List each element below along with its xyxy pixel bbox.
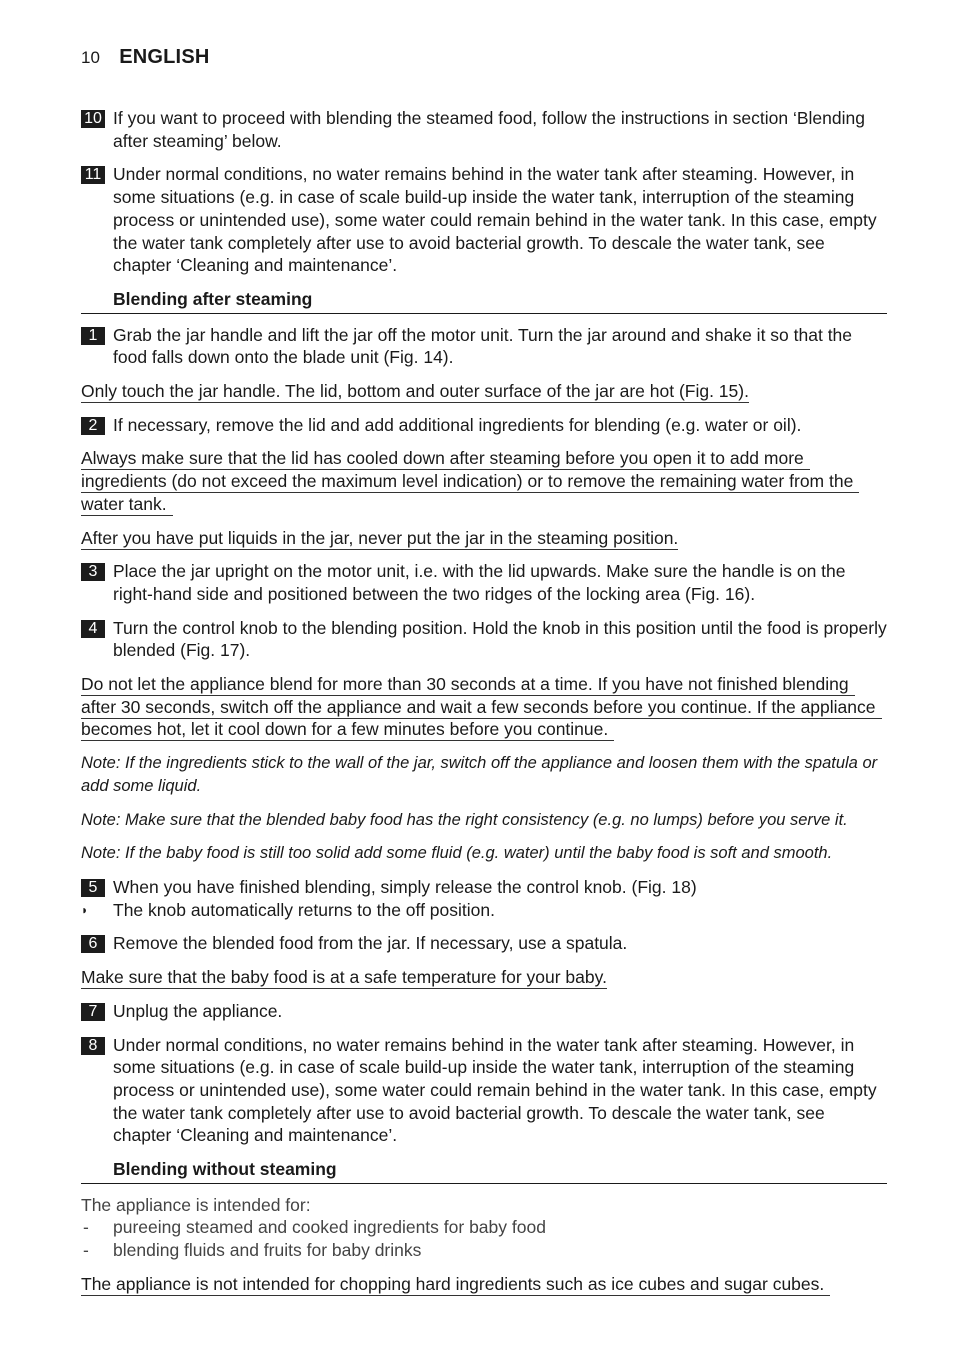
page-header [81,46,210,69]
list-item-text: blending fluids and fruits for baby drinks [113,1240,422,1261]
step-7 [81,1000,887,1023]
list-item [81,1216,887,1239]
step-number: 5 [81,879,105,897]
step-number: 2 [81,417,105,435]
step-text: Grab the jar handle and lift the jar off the motor unit. Turn the jar around and shake it so that the food falls down onto the blade unit (Fig. 14). [113,324,853,368]
intended-use-intro: The appliance is intended for: [81,1194,311,1215]
step-text: Turn the control knob to the blending position. Hold the knob in this position until the food is properly blended (Fig. 17). [113,617,887,661]
step-text: Under normal conditions, no water remains behind in the water tank after steaming. However, in some situations (e.g. in case of scale build-up inside the water tank, interruption of the steaming process or unintended use), some water could remain behind in the water tank. In this case, empty the water tank completely after use to avoid bacterial growth. To descale the water tank, see chapter ‘Cleaning and maintenance’. [113,1034,877,1146]
step-text: If you want to proceed with blending the steamed food, follow the instructions in section ‘Blending after steaming’ below. [113,108,865,151]
step-number: 11 [81,166,105,184]
note-consistency: Note: Make sure that the blended baby food has the right consistency (e.g. no lumps) before you serve it. [81,810,848,829]
page-content [81,107,887,1307]
step-text: When you have finished blending, simply release the control knob. (Fig. 18) [113,876,697,897]
step-8 [81,1034,887,1148]
warning-hard-ingredients [81,1273,887,1296]
step-number: 1 [81,327,105,345]
step-10 [81,107,887,152]
step-4 [81,617,887,662]
step-number: 10 [81,110,105,128]
warning-text: The appliance is not intended for chopping hard ingredients such as ice cubes and sugar cubes. [81,1274,830,1296]
warning-blend-duration [81,673,887,741]
result-arrow-icon: ◗ [81,902,89,917]
section-heading-blending-after-steaming: Blending after steaming [81,288,887,314]
step-text: If necessary, remove the lid and add additional ingredients for blending (e.g. water or oil). [113,414,802,435]
warning-text: Make sure that the baby food is at a safe temperature for your baby. [81,967,607,988]
warning-text: Only touch the jar handle. The lid, bottom and outer surface of the jar are hot (Fig. 15). [81,381,749,402]
page-number: 10 [81,48,100,67]
step-5-result [81,899,887,922]
step-text: Remove the blended food from the jar. If necessary, use a spatula. [113,933,628,954]
step-2 [81,414,887,437]
step-number: 4 [81,620,105,638]
step-3 [81,560,887,605]
step-number: 6 [81,935,105,953]
language-heading: ENGLISH [119,46,210,68]
result-text: The knob automatically returns to the off position. [113,899,495,920]
step-11 [81,163,887,277]
list-item [81,1239,887,1262]
warning-safe-temperature [81,966,887,989]
step-6 [81,932,887,955]
step-text: Unplug the appliance. [113,1000,283,1021]
warning-text: Always make sure that the lid has cooled down after steaming before you open it to add more ingredients (do not exceed the maximum level indication) or to remove the remaining water from the water tank. [81,448,859,515]
step-number: 7 [81,1003,105,1021]
step-number: 3 [81,563,105,581]
step-1 [81,324,887,369]
warning-jar-hot [81,380,887,403]
warning-text: Do not let the appliance blend for more than 30 seconds at a time. If you have not finished blending after 30 seconds, switch off the appliance and wait a few seconds before you continue. If the appliance becomes hot, let it cool down for a few minutes before you continue. [81,674,882,741]
dash-icon: - [83,1240,89,1261]
note-too-solid: Note: If the baby food is still too solid add some fluid (e.g. water) until the baby food is soft and smooth. [81,844,833,863]
section-heading-blending-without-steaming: Blending without steaming [81,1158,887,1184]
step-number: 8 [81,1037,105,1055]
step-5 [81,876,887,899]
list-item-text: pureeing steamed and cooked ingredients for baby food [113,1217,546,1238]
warning-lid-cooled [81,447,887,515]
warning-liquids-position [81,527,887,550]
warning-text: After you have put liquids in the jar, never put the jar in the steaming position. [81,527,679,548]
note-ingredients-stick: Note: If the ingredients stick to the wall of the jar, switch off the appliance and loosen them with the spatula or add some liquid. [81,754,878,795]
step-text: Place the jar upright on the motor unit, i.e. with the lid upwards. Make sure the handle is on the right-hand side and positioned between the two ridges of the locking area (Fig. 16). [113,561,846,604]
dash-icon: - [83,1217,89,1238]
step-text: Under normal conditions, no water remains behind in the water tank after steaming. However, in some situations (e.g. in case of scale build-up inside the water tank, interruption of the steaming process or unintended use), some water could remain behind in the water tank. In this case, empty the water tank completely after use to avoid bacterial growth. To descale the water tank, see chapter ‘Cleaning and maintenance’. [113,164,877,276]
